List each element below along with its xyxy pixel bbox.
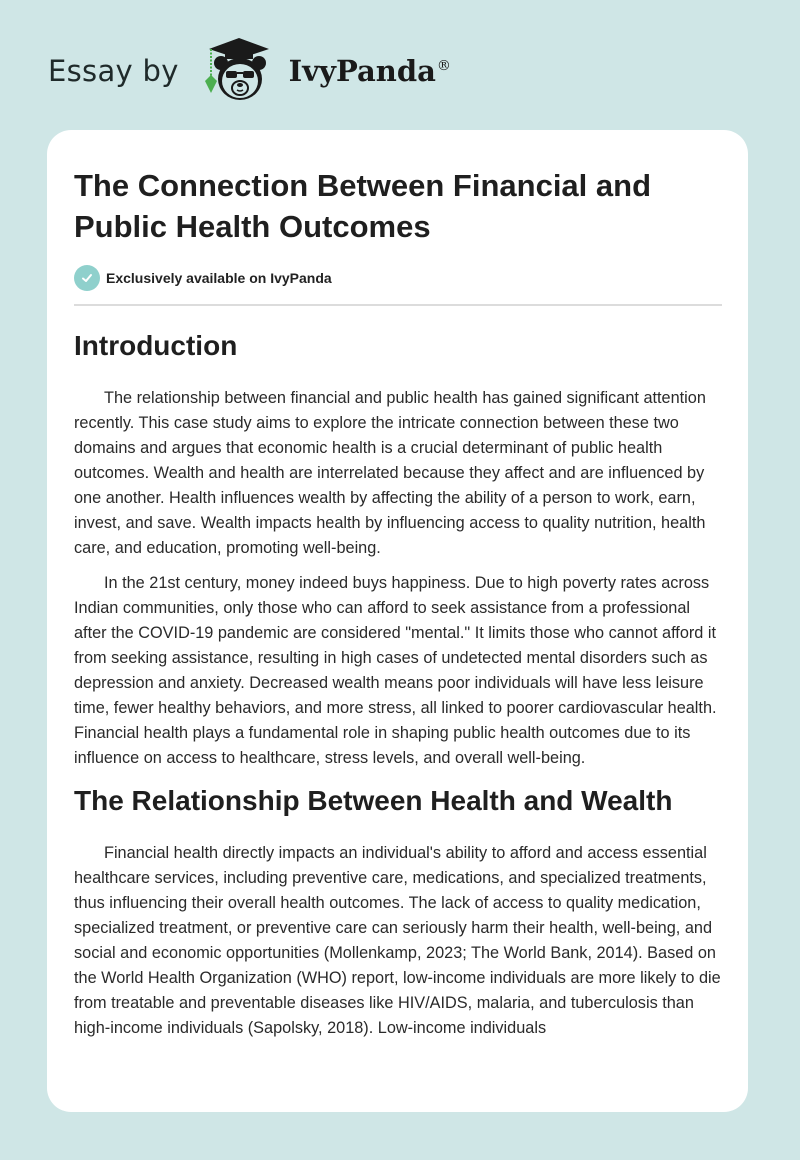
- exclusive-badge: [74, 264, 722, 292]
- divider: [74, 304, 722, 306]
- essay-title: The Connection Between Financial and Public Health Outcomes: [74, 168, 652, 244]
- site-header-brand[interactable]: [48, 36, 451, 106]
- paragraph: Financial health directly impacts an individual's ability to afford and access essential healthcare services, including preventive care, medications, and specialized treatments, thus influencing their overall health outcomes. The lack of access to quality medication, specialized treatment, or preventive care can seriously harm their health, well-being, and social and economic opportunities (Mollenkamp, 2023; The World Bank, 2014). Based on the World Health Organization (WHO) report, low-income individuals are more likely to die from treatable and preventable diseases like HIV/AIDS, malaria, and tuberculosis than high-income individuals (Sapolsky, 2018). Low-income individuals: [74, 844, 721, 1037]
- section-heading-health-wealth: The Relationship Between Health and Wealth: [74, 785, 673, 816]
- panda-graduate-icon: [197, 35, 281, 107]
- paragraph: The relationship between financial and public health has gained significant attention recently. This case study aims to explore the intricate connection between these two domains and argues that economic health is a crucial determinant of public health outcomes. Wealth and health are interrelated because they affect and are influenced by one another. Health influences wealth by affecting the ability of a person to work, earn, invest, and save. Wealth impacts health by influencing access to quality nutrition, health care, and education, promoting well-being.: [74, 389, 706, 557]
- paragraph: In the 21st century, money indeed buys happiness. Due to high poverty rates across Indian communities, only those who can afford to seek assistance from a professional after the COVID-19 pandemic are considered "mental." It limits those who cannot afford it from seeking assistance, resulting in high cases of undetected mental disorders such as depression and anxiety. Decreased wealth means poor individuals will have less leisure time, fewer healthy behaviors, and more stress, all linked to poorer cardiovascular health. Financial health plays a fundamental role in shaping public health outcomes due to its influence on access to healthcare, stress levels, and overall well-being.: [74, 574, 717, 767]
- check-circle-icon: [74, 265, 100, 291]
- brand-name: IvyPanda®: [288, 54, 451, 88]
- section-heading-introduction: Introduction: [74, 330, 238, 361]
- exclusive-label: Exclusively available on IvyPanda: [106, 270, 332, 286]
- brand-prefix: Essay by: [48, 54, 179, 88]
- essay-card: [47, 130, 748, 1112]
